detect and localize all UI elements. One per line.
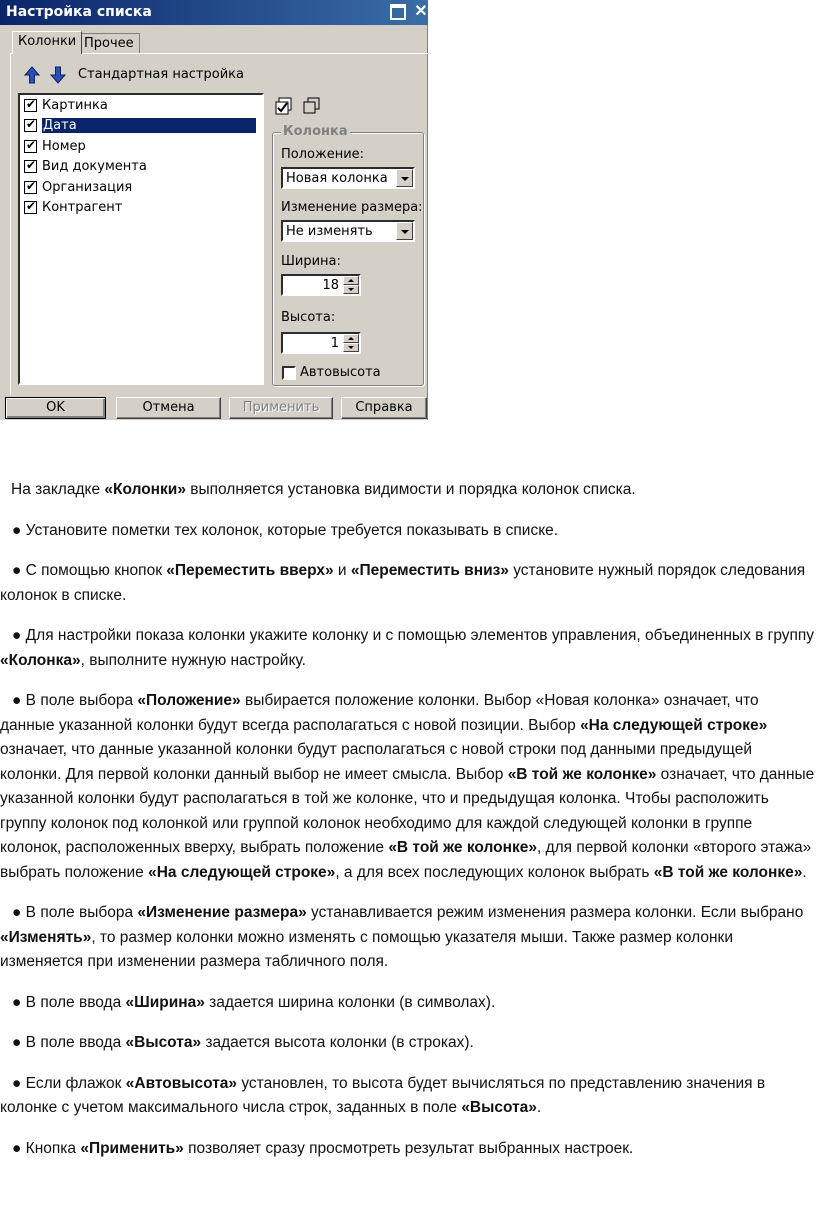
title-bar[interactable] bbox=[0, 0, 428, 25]
list-settings-dialog bbox=[0, 0, 428, 420]
width-stepper[interactable] bbox=[281, 274, 361, 296]
list-item[interactable] bbox=[22, 199, 262, 217]
column-checkbox[interactable] bbox=[24, 140, 37, 153]
chevron-down-icon[interactable] bbox=[396, 222, 413, 240]
close-icon[interactable]: ✕ bbox=[414, 3, 428, 20]
position-value: Новая колонка bbox=[286, 171, 388, 186]
ok-button[interactable]: OK bbox=[5, 397, 106, 419]
resize-select[interactable] bbox=[281, 220, 415, 242]
column-label: Организация bbox=[42, 180, 133, 195]
chevron-down-icon[interactable] bbox=[396, 169, 413, 187]
spin-down-icon[interactable] bbox=[343, 285, 359, 294]
tab-other[interactable]: Прочее bbox=[78, 33, 140, 54]
column-label: Номер bbox=[42, 139, 86, 154]
list-item[interactable] bbox=[22, 117, 262, 135]
groupbox-legend: Колонка bbox=[283, 124, 348, 139]
dialog-title: Настройка списка bbox=[6, 4, 152, 20]
paragraph: ● В поле ввода «Ширина» задается ширина колонки (в символах). bbox=[12, 993, 496, 1011]
column-label: Контрагент bbox=[42, 200, 123, 215]
maximize-icon[interactable] bbox=[390, 4, 406, 20]
list-item[interactable] bbox=[22, 179, 262, 197]
help-button[interactable]: Справка bbox=[341, 397, 427, 419]
list-item[interactable] bbox=[22, 97, 262, 115]
resize-label: Изменение размера: bbox=[281, 200, 423, 215]
paragraph: ● Для настройки показа колонки укажите колонку и с помощью элементов управления, объединенных в группу «Колонка», выполните нужную настройку. bbox=[0, 627, 815, 669]
column-label: Дата bbox=[42, 118, 256, 133]
column-checkbox[interactable] bbox=[24, 201, 37, 214]
spin-up-icon[interactable] bbox=[343, 276, 359, 285]
resize-value: Не изменять bbox=[286, 224, 373, 239]
paragraph: ● В поле ввода «Высота» задается высота колонки (в строках). bbox=[12, 1034, 474, 1051]
paragraph: ● С помощью кнопок «Переместить вверх» и «Переместить вниз» установите нужный порядок следования колонок в списке. bbox=[0, 562, 806, 604]
column-list[interactable] bbox=[18, 93, 264, 385]
autoheight-checkbox[interactable] bbox=[282, 366, 296, 380]
list-item[interactable] bbox=[22, 158, 262, 176]
height-value: 1 bbox=[330, 336, 339, 351]
paragraph: ● В поле выбора «Изменение размера» устанавливается режим изменения размера колонки. Если выбрано «Изменять», то размер колонки можно изменять с помощью указателя мыши. Также размер колонки изменяется при изменении размера табличного поля. bbox=[0, 904, 804, 970]
autoheight-label: Автовысота bbox=[300, 365, 381, 380]
standard-settings-button[interactable]: Стандартная настройка bbox=[78, 67, 244, 82]
cancel-button[interactable]: Отмена bbox=[116, 397, 221, 419]
document-body bbox=[0, 478, 816, 1177]
column-checkbox[interactable] bbox=[24, 119, 37, 132]
arrow-down-icon[interactable] bbox=[50, 66, 66, 84]
height-stepper[interactable] bbox=[281, 332, 361, 354]
tab-columns[interactable]: Колонки bbox=[12, 31, 82, 54]
paragraph: ● Кнопка «Применить» позволяет сразу просмотреть результат выбранных настроек. bbox=[12, 1139, 634, 1157]
apply-button[interactable]: Применить bbox=[229, 397, 333, 419]
paragraph: ● Установите пометки тех колонок, которые требуется показывать в списке. bbox=[12, 521, 559, 539]
uncheck-all-icon[interactable] bbox=[302, 96, 322, 116]
spin-down-icon[interactable] bbox=[343, 343, 359, 352]
paragraph: На закладке «Колонки» выполняется установка видимости и порядка колонок списка. bbox=[11, 481, 636, 498]
column-checkbox[interactable] bbox=[24, 99, 37, 112]
width-value: 18 bbox=[322, 278, 339, 293]
check-all-icon[interactable] bbox=[275, 96, 295, 116]
column-label: Вид документа bbox=[42, 159, 147, 174]
position-label: Положение: bbox=[281, 147, 365, 162]
list-item[interactable] bbox=[22, 138, 262, 156]
spin-up-icon[interactable] bbox=[343, 334, 359, 343]
column-checkbox[interactable] bbox=[24, 160, 37, 173]
column-label: Картинка bbox=[42, 98, 108, 113]
position-select[interactable] bbox=[281, 167, 415, 189]
paragraph: ● В поле выбора «Положение» выбирается положение колонки. Выбор «Новая колонка» означает, что данные указанной колонки будут всегда располагаться с новой позиции. Выбор «На следующей строке» означает, что данные указанной колонки будут располагаться с новой строки под данными предыдущей колонки. Для первой колонки данный выбор не имеет смысла. Выбор «В той же колонке» означает, что данные указанной колонки будут располагаться в той же колонке, что и предыдущая колонка. Чтобы расположить группу колонок под колонкой или группой колонок необходимо для каждой следующей колонки в группе колонок, расположенных вверху, выбрать положение «В той же колонке», для первой колонки «второго этажа» выбрать положение «На следующей строке», а для всех последующих колонок выбрать «В той же колонке». bbox=[0, 692, 815, 881]
width-label: Ширина: bbox=[281, 254, 341, 269]
height-label: Высота: bbox=[281, 310, 336, 325]
paragraph: ● Если флажок «Автовысота» установлен, то высота будет вычисляться по представлению значения в колонке с учетом максимального числа строк, заданных в поле «Высота». bbox=[0, 1074, 766, 1116]
column-checkbox[interactable] bbox=[24, 181, 37, 194]
arrow-up-icon[interactable] bbox=[24, 66, 40, 84]
